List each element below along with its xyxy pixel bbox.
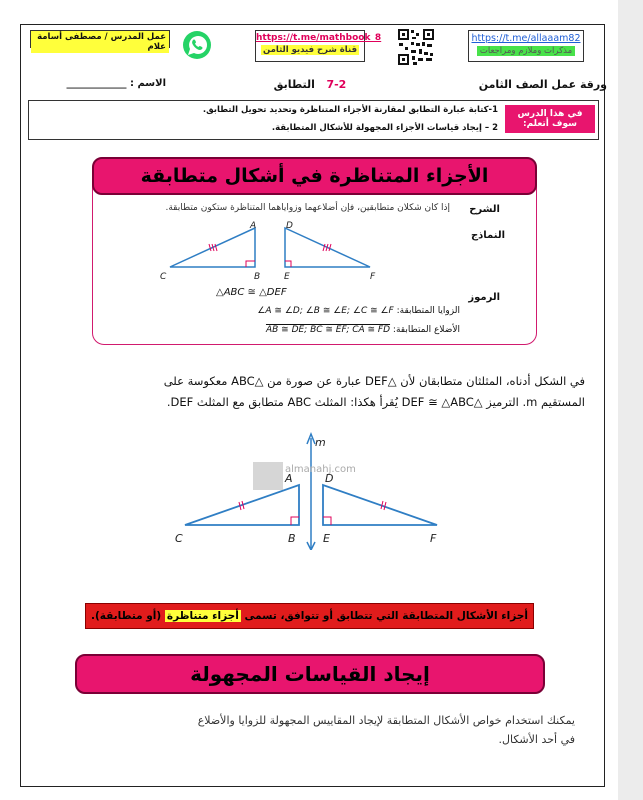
section2-banner [75,654,545,694]
vertex-f: F [370,272,376,282]
triangle-abc-2 [185,485,299,525]
section1-banner [92,157,537,195]
teacher-credit-box [30,30,170,52]
allaaam-link[interactable]: https://t.me/allaaam82 [471,33,581,44]
lesson-number: 7-2 [326,78,347,91]
label-symbols: الرموز [468,292,500,303]
definition-text-after: (أو متطابقة). [91,610,162,622]
allaaam-box [468,30,584,62]
congruence-statement: △ABC ≅ △DEF [216,287,287,298]
teacher-credit: عمل المدرس / مصطفى أسامة علام [31,31,169,53]
sides-row [180,325,460,335]
line-label-m: m [315,436,326,449]
vertex2-a: A [285,472,293,485]
objective-1: 1-كتابة عبارة التطابق لمقارنة الأجزاء المتناظرة وتحديد تحويل التطابق. [202,105,498,115]
vertex-d: D [286,221,293,231]
triangle-def-2 [323,485,437,525]
sides-value: AB ≅ DE; BC ≅ EF; CA ≅ FD [265,325,391,335]
vertex2-f: F [430,532,437,545]
reflection-paragraph-line1: في الشكل أدناه، المثلثان متطابقان لأن △DEF عبارة عن صورة من △ABC معكوسة على [163,374,585,388]
allaaam-caption-wrap [469,46,583,56]
vertex2-d: D [325,472,334,485]
explanation-text: إذا كان شكلان متطابقين، فإن أضلاعهما وزواياهما المتناظرة ستكون متطابقة. [165,203,450,213]
watermark-text: almanahj.com [285,464,356,475]
mathbook-caption-wrap [256,45,364,55]
whatsapp-icon[interactable] [182,30,212,60]
allaaam-caption: مذكرات وملازم ومراجعات [477,46,575,56]
objective-2: 2 – إيجاد قياسات الأجزاء المجهولة للأشكال المتطابقة. [271,123,498,133]
section2-banner-text: إيجاد القياسات المجهولة [190,662,430,686]
vertex-e: E [284,272,290,282]
angles-row [180,306,460,316]
angles-label: الزوايا المتطابقة: [396,306,460,316]
objectives-label-text: في هذا الدرس سوف أتعلم: [517,109,583,129]
mathbook-box [255,30,382,62]
sides-label: الأضلاع المتطابقة: [392,325,460,335]
section2-line1: يمكنك استخدام خواص الأشكال المتطابقة لإيجاد المقاييس المجهولة للزوايا والأضلاع [197,714,575,727]
vertex2-e: E [323,532,330,545]
label-models: النماذج [470,230,505,241]
vertex-b: B [254,272,261,282]
reflection-figure [175,430,450,550]
vertex2-c: C [175,532,183,545]
definition-bar [85,603,534,629]
vertex2-b: B [288,532,296,545]
lesson-name: التطابق [273,78,315,91]
section2-line2: في أحد الأشكال. [498,733,575,746]
label-explanation: الشرح [469,204,500,215]
section1-banner-text: الأجزاء المتناظرة في أشكال متطابقة [140,165,489,187]
vertex-c: C [160,272,167,282]
mathbook-link[interactable]: https://t.me/mathbook_8 [256,33,382,43]
lesson-heading [250,78,370,91]
definition-highlight: أجزاء متناظرة [166,610,239,622]
model-triangles [150,220,400,282]
angles-value: ∠A ≅ ∠D; ∠B ≅ ∠E; ∠C ≅ ∠F [257,306,394,316]
mathbook-caption: قناة شرح فيديو الثامن [262,45,358,55]
objectives-label [505,105,595,133]
vertex-a: A [250,221,257,231]
qr-code [397,28,435,66]
definition-text-before: أجزاء الأشكال المتطابقة التي تتطابق أو تتوافق، تسمى [244,610,528,622]
watermark-box [253,462,283,490]
name-field[interactable]: الاسم : ____________ [66,78,166,89]
reflection-paragraph-line2: المستقيم m. الترميز △DEF ≅ △ABC يُقرأ هكذا: المثلث ABC متطابق مع المثلث DEF. [166,395,585,409]
sheet-title: ورقة عمل الصف الثامن [478,78,607,91]
